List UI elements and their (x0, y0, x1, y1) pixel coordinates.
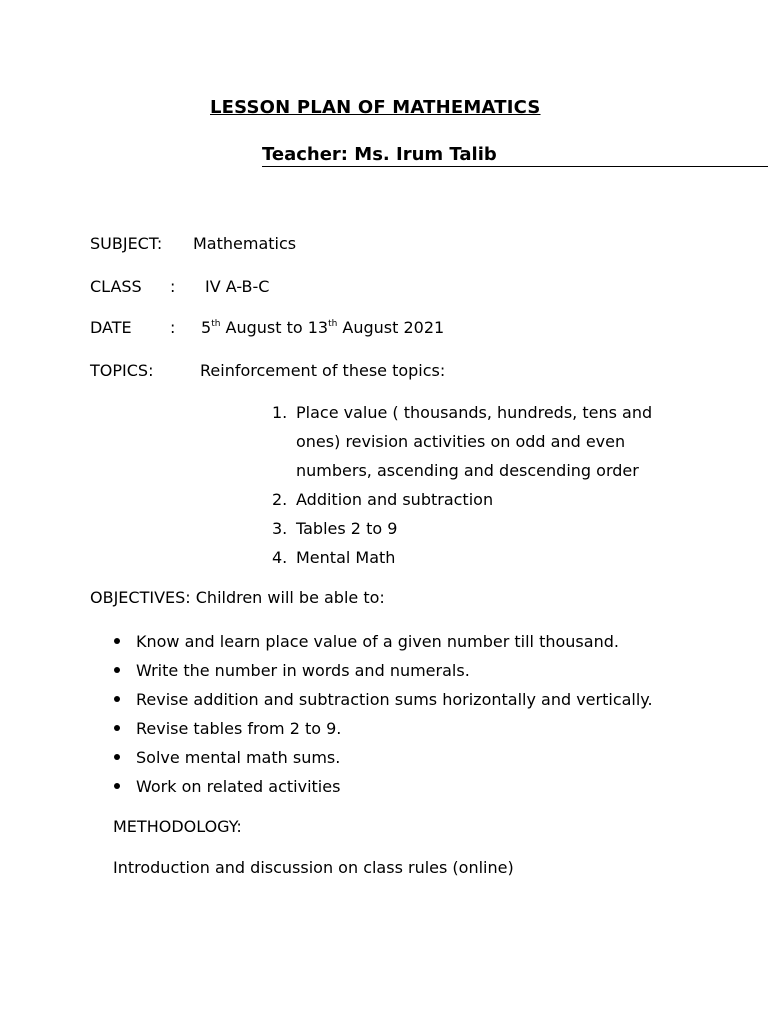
topics-intro: Reinforcement of these topics: (200, 361, 446, 380)
topic-item (268, 514, 676, 543)
date-end: August 2021 (337, 318, 445, 337)
methodology-text: Introduction and discussion on class rules (online) (113, 858, 514, 877)
objective-text: Work on related activities (136, 777, 341, 796)
date-end-suffix: th (328, 319, 338, 329)
document-title: LESSON PLAN OF MATHEMATICS (210, 97, 541, 118)
objective-text: Revise tables from 2 to 9. (136, 719, 342, 738)
topic-number: 1. (272, 403, 288, 422)
bullet-icon (114, 667, 120, 673)
topics-list (268, 398, 676, 572)
methodology-heading: METHODOLOGY: (113, 817, 242, 836)
topic-text: Addition and subtraction (296, 490, 494, 509)
objective-item (112, 772, 653, 801)
objective-item (112, 656, 653, 685)
bullet-icon (114, 783, 120, 789)
date-start-suffix: th (211, 319, 221, 329)
date-label: DATE (90, 318, 132, 337)
topic-number: 3. (272, 519, 288, 538)
topic-number: 2. (272, 490, 288, 509)
class-colon: : (170, 277, 176, 296)
topic-number: 4. (272, 548, 288, 567)
class-label: CLASS (90, 277, 142, 296)
date-start-day: 5 (201, 318, 212, 337)
objective-item (112, 714, 653, 743)
bullet-icon (114, 638, 120, 644)
date-middle: August to 13 (220, 318, 329, 337)
topic-text: Mental Math (296, 548, 396, 567)
objective-text: Write the number in words and numerals. (136, 661, 470, 680)
topic-text: Place value ( thousands, hundreds, tens and ones) revision activities on odd and even numbers, ascending and descending order (296, 403, 653, 480)
topic-item (268, 398, 676, 485)
class-value: IV A-B-C (205, 277, 270, 296)
teacher-name: Teacher: Ms. Irum Talib (262, 144, 768, 167)
subject-value: Mathematics (193, 234, 297, 253)
topic-item (268, 485, 676, 514)
topic-item (268, 543, 676, 572)
subject-label: SUBJECT: (90, 234, 163, 253)
objective-text: Revise addition and subtraction sums horizontally and vertically. (136, 690, 653, 709)
bullet-icon (114, 696, 120, 702)
topic-text: Tables 2 to 9 (296, 519, 398, 538)
objective-item (112, 627, 653, 656)
topics-label: TOPICS: (90, 361, 154, 380)
date-colon: : (170, 318, 176, 337)
objectives-heading: OBJECTIVES: Children will be able to: (90, 588, 385, 607)
objective-text: Solve mental math sums. (136, 748, 341, 767)
objectives-list (112, 627, 653, 801)
date-value (201, 318, 444, 337)
objective-item (112, 685, 653, 714)
objective-item (112, 743, 653, 772)
bullet-icon (114, 725, 120, 731)
objective-text: Know and learn place value of a given number till thousand. (136, 632, 619, 651)
bullet-icon (114, 754, 120, 760)
